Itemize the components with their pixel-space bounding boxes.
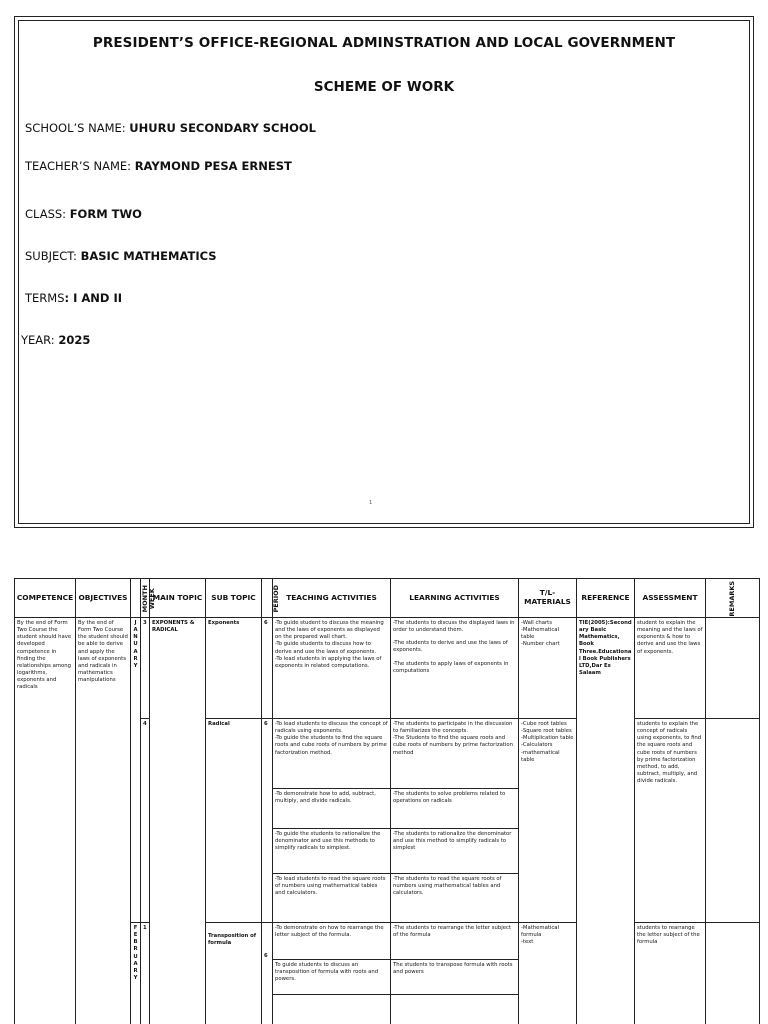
materials-cell: -Cube root tables -Square root tables -Multiplication table -Calculators -mathematical table	[519, 719, 577, 923]
school-name-label: SCHOOL’S NAME:	[25, 121, 130, 135]
teacher-name-label: TEACHER’S NAME:	[25, 159, 135, 173]
header-remarks-label: REMARKS	[727, 580, 736, 617]
document-subtitle: SCHEME OF WORK	[313, 79, 455, 95]
period-cell: 6	[262, 719, 273, 923]
school-name-value: UHURU SECONDARY SCHOOL	[129, 121, 317, 135]
class-field	[25, 207, 142, 221]
sub-topic-exponents: Exponents	[206, 618, 262, 719]
teaching-activities-cell: -To demonstrate on how to rearrange the letter subject of the formula.	[273, 923, 391, 960]
learning-activities-cell: -The students to rationalize the denominator and use this method to simplify radicals to simplest	[391, 829, 519, 874]
table-header-row	[15, 579, 760, 618]
remarks-cell	[706, 719, 760, 923]
teaching-activities-cell: -To guide the students to rationalize the denominator and use this methods to simplify radicals to simplest.	[273, 829, 391, 874]
header-week-label: WEEK	[147, 587, 156, 610]
terms-label: TERMS	[25, 291, 65, 305]
learning-activities-cell: -The students to rearrange the letter subject of the formula	[391, 923, 519, 960]
teaching-activities-cell: -To demonstrate how to add, subtract, multiply, and divide radicals.	[273, 789, 391, 829]
header-reference: REFERENCE	[577, 579, 635, 618]
materials-cell: -Wall charts -Mathematical table -Number chart	[519, 618, 577, 719]
year-value: 2025	[58, 333, 91, 347]
header-period-label: PERIOD	[272, 584, 281, 613]
header-month	[131, 579, 149, 618]
header-month-label: MONTH	[140, 584, 149, 613]
subject-field	[25, 249, 217, 263]
header-remarks	[706, 579, 760, 618]
assessment-cell: students to explain the concept of radicals using exponents, to find the square roots and cube roots of numbers by prime factorization method, to add, subtract, multiply, and divide radicals.	[635, 719, 706, 923]
year-label: YEAR:	[21, 333, 59, 347]
period-cell: 6	[262, 923, 273, 1024]
month-january-cell: J A N U A R Y	[131, 618, 141, 923]
header-teaching-activities: TEACHING ACTIVITIES	[273, 579, 391, 618]
scheme-of-work-table-wrapper	[14, 578, 759, 1024]
class-value: FORM TWO	[69, 207, 142, 221]
learning-activities-cell	[391, 995, 519, 1024]
header-competence: COMPETENCE	[15, 579, 76, 618]
table-row-exponents	[15, 618, 760, 719]
remarks-cell	[706, 618, 760, 719]
school-name-field	[25, 121, 316, 135]
week-cell: 1	[141, 923, 150, 1024]
cover-page-inner-border	[18, 20, 750, 524]
teaching-activities-cell: -To guide student to discuss the meaning and the laws of exponents as displayed on the prepared wall chart. -To guide students to discuss how to derive and use the laws of exponents. -To lead students in applying the laws of exponents in related computations.	[273, 618, 391, 719]
subject-label: SUBJECT:	[25, 249, 81, 263]
learning-activities-cell: -The students to discuss the displayed laws in order to understand them. -The students to derive and use the laws of exponents. -The students to apply laws of exponents in computations	[391, 618, 519, 719]
teaching-activities-cell	[273, 995, 391, 1024]
remarks-cell	[706, 923, 760, 1024]
reference-cell: TIE(2005):Secondary Basic Mathematics, Book Three.Educational Book Publishers LTD,Dar Es Salaam	[577, 618, 635, 1024]
learning-activities-cell: -The students to participate in the discussion to familiarizes the concepts. -The Students to find the square roots and cube roots of numbers by prime factorization method	[391, 719, 519, 789]
cover-page-outer-border	[14, 16, 754, 528]
teaching-activities-cell: -To lead students to read the square roots of numbers using mathematical tables and calculators.	[273, 874, 391, 923]
scheme-of-work-table	[14, 578, 760, 1024]
week-cell: 4	[141, 719, 150, 923]
main-topic-cell: EXPONENTS & RADICAL	[150, 618, 206, 1024]
learning-activities-cell: The students to transpose formula with roots and powers	[391, 960, 519, 995]
competence-cell: By the end of Form Two Course the student should have developed competence in finding the relationships among logarithms, exponents and radicals	[15, 618, 76, 1024]
header-learning-activities: LEARNING ACTIVITIES	[391, 579, 519, 618]
terms-value: : I AND II	[64, 291, 123, 305]
assessment-cell: student to explain the meaning and the laws of exponents & how to derive and use the laws of exponents.	[635, 618, 706, 719]
class-label: CLASS:	[25, 207, 70, 221]
page-number: 1	[369, 500, 373, 506]
assessment-cell: students to rearrange the letter subject of the formula	[635, 923, 706, 1024]
learning-activities-cell: -The students to solve problems related to operations on radicals	[391, 789, 519, 829]
header-main-topic: MAIN TOPIC	[150, 579, 206, 618]
period-cell: 6	[262, 618, 273, 719]
subject-value: BASIC MATHEMATICS	[80, 249, 217, 263]
teacher-name-field	[25, 159, 292, 173]
materials-cell: -Mathematical formula -text	[519, 923, 577, 1024]
sub-topic-transposition: Transposition of formula	[206, 923, 262, 1024]
week-cell: 3	[141, 618, 150, 719]
year-field	[21, 333, 90, 347]
month-february-cell: F E B R U A R Y	[131, 923, 141, 1024]
learning-activities-cell: -The students to read the square roots of numbers using mathematical tables and calculators.	[391, 874, 519, 923]
header-tl-materials: T/L-MATERIALS	[519, 579, 577, 618]
header-objectives: OBJECTIVES	[76, 579, 131, 618]
header-sub-topic: SUB TOPIC	[206, 579, 262, 618]
teaching-activities-cell: To guide students to discuss an transposition of formula with roots and powers.	[273, 960, 391, 995]
terms-field	[25, 291, 122, 305]
teacher-name-value: RAYMOND PESA ERNEST	[134, 159, 292, 173]
objectives-cell: By the end of Form Two Course the student should be able to derive and apply the laws of exponents and radicals in mathematics manipulations	[76, 618, 131, 1024]
teaching-activities-cell: -To lead students to discuss the concept of radicals using exponents. -To guide the students to find the square roots and cube roots of numbers by prime factorization method.	[273, 719, 391, 789]
document-title: PRESIDENT’S OFFICE-REGIONAL ADMINSTRATION AND LOCAL GOVERNMENT	[92, 35, 676, 51]
header-assessment: ASSESSMENT	[635, 579, 706, 618]
sub-topic-radical: Radical	[206, 719, 262, 923]
header-period	[262, 579, 281, 618]
